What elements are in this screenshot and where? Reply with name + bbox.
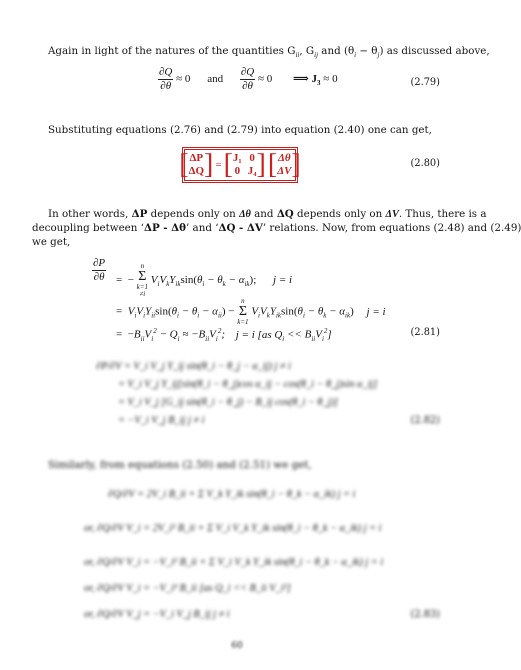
equation-2-81-line2: = $V_iV_iY_{ii}\sin(\theta_i - \theta_i - \alpha_{ii})$ − n Σ k=1 $V_iV_kY_{ik}\sin(\theta_i - \theta_k - \alpha_{ik}) j = i$ bbox=[116, 297, 386, 326]
blur-eqnum-1: (2.82) bbox=[410, 415, 440, 426]
blur-line-7: or, ∂Q/∂V V_i = −V_i² B_ii + Σ V_i V_k Y_ik sin(θ_i − θ_k − α_ik) j = i bbox=[84, 557, 384, 568]
paragraph-decoupling-1: In other words, ΔP depends only on Δθ and ΔQ depends only on ΔV. Thus, there is a bbox=[48, 208, 487, 220]
equation-number-2-79: (2.79) bbox=[410, 77, 440, 88]
blur-line-4: = −V_i V_j B_ij j ≠ i bbox=[118, 415, 205, 426]
equation-2-81-line3: = $-B_{ii}V_i^2 - Q_i \approx -B_{ii}V_i^2$; j = i [as $Q_i << B_{ii}V_i^2$] bbox=[116, 327, 332, 343]
blur-line-1: ∂P/∂V = V_i V_j Y_ij sin(θ_i − θ_j − α_ij) j ≠ i bbox=[96, 361, 292, 372]
blur-line-6: or, ∂Q/∂V V_i = 2V_i² B_ii + Σ V_i V_k Y_ik sin(θ_i − θ_k − α_ik) j = i bbox=[84, 523, 382, 534]
equation-2-79: $\frac{\partial Q}{\partial\theta}$ ≈ 0 and $\frac{\partial Q}{\partial\theta}$ ≈ 0 ⟹ $J_3 \approx 0$ bbox=[159, 66, 338, 92]
blur-line-5: ∂Q/∂V = 2V_i B_ii + Σ V_k Y_ik sin(θ_i − θ_k − α_ik) j = i bbox=[108, 489, 356, 500]
paragraph-decoupling-3: we get, bbox=[32, 236, 71, 248]
equation-number-2-81: (2.81) bbox=[410, 327, 440, 338]
blur-line-8: or, ∂Q/∂V V_i = −V_i² B_ii [as Q_i << B_ii V_i²] bbox=[84, 583, 291, 594]
blur-line-3: = V_i V_j [G_ij sin(θ_i − θ_j) − B_ij cos(θ_i − θ_j)] bbox=[118, 397, 338, 408]
paragraph-decoupling-2: decoupling between ‘ΔP - Δθ’ and ‘ΔQ - ΔV’ relations. Now, from equations (2.48) and (2.49) bbox=[32, 222, 521, 234]
paragraph-substituting: Substituting equations (2.76) and (2.79) into equation (2.40) one can get, bbox=[48, 124, 432, 136]
equation-2-80-box: [ ΔP ΔQ ] = [ J₁ 0 0 J₄ ] [ Δθ ΔV ] bbox=[182, 147, 298, 183]
blur-eqnum-2: (2.83) bbox=[410, 609, 440, 620]
equation-number-2-80: (2.80) bbox=[410, 158, 440, 169]
blur-line-2: = V_i V_j Y_ij[sin(θ_i − θ_j)cos α_ij − cos(θ_i − θ_j)sin α_ij] bbox=[118, 379, 378, 390]
paragraph-intro: Again in light of the natures of the quantities $G_{ii}$, $G_{ij}$ and $(\theta_i - \theta_j)$ as discussed above, bbox=[48, 45, 490, 60]
page-number: 60 bbox=[231, 641, 243, 651]
equation-2-81-line1: = − n Σ k=1 ≠i $V_iV_kY_{ik}\sin(\theta_i - \theta_k - \alpha_{ik})$; j = i bbox=[116, 262, 293, 298]
blur-line-9: or, ∂Q/∂V V_j = −V_i V_j B_ij j ≠ i bbox=[84, 609, 230, 620]
paragraph-similarly: Similarly, from equations (2.50) and (2.51) we get, bbox=[48, 459, 312, 471]
equation-2-81-lhs: $\frac{\partial P}{\partial\theta}$ bbox=[93, 257, 106, 283]
